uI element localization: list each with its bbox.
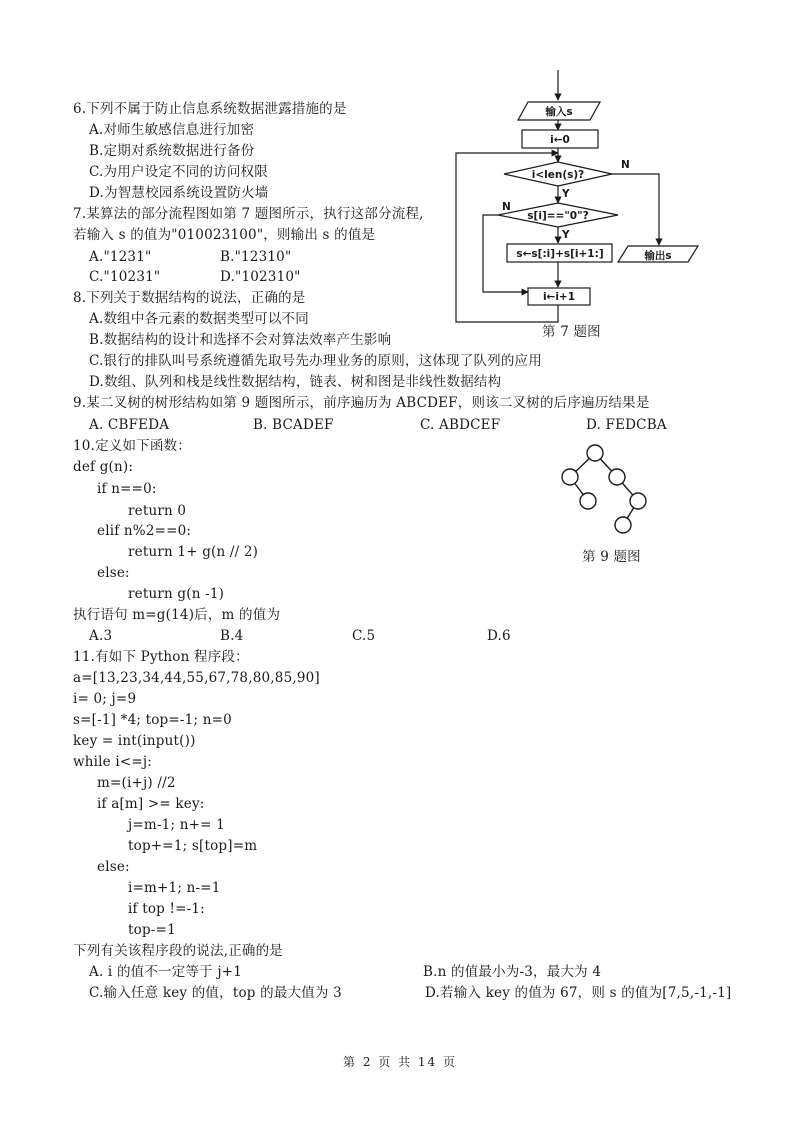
q10-stem: 10.定义如下函数： xyxy=(73,438,191,454)
q7-stem-line2: 若输入 s 的值为"010023100"，则输出 s 的值是 xyxy=(73,227,376,243)
q10-code-line: elif n%2==0: xyxy=(97,523,192,539)
q11-code-line: if a[m] >= key: xyxy=(97,796,205,812)
flow-output: 输出s xyxy=(644,250,672,262)
flow-label-y2: Y xyxy=(562,229,570,241)
q10-option-c: C.5 xyxy=(352,628,376,644)
q7-option-b: B."12310" xyxy=(220,249,292,265)
flow-process: s←s[:i]+s[i+1:] xyxy=(516,248,604,260)
q7-figure-caption: 第 7 题图 xyxy=(542,324,601,340)
q9-binary-tree xyxy=(550,440,670,550)
q10-code-line: else: xyxy=(97,565,130,581)
flow-input: 输入s xyxy=(545,106,573,118)
q9-stem: 9.某二叉树的树形结构如第 9 题图所示，前序遍历为 ABCDEF，则该二叉树的后序遍历结果是 xyxy=(73,395,650,411)
flow-increment: i←i+1 xyxy=(542,291,576,303)
q11-code-line: s=[-1] *4; top=-1; n=0 xyxy=(73,712,232,728)
q11-option-b: B.n 的值最小为-3，最大为 4 xyxy=(423,964,602,980)
q10-exec: 执行语句 m=g(14)后，m 的值为 xyxy=(73,607,281,623)
q11-question: 下列有关该程序段的说法,正确的是 xyxy=(73,943,283,959)
q6-option-a: A.对师生敏感信息进行加密 xyxy=(89,122,255,138)
q6-option-d: D.为智慧校园系统设置防火墙 xyxy=(89,185,269,201)
q7-option-a: A."1231" xyxy=(89,249,152,265)
q8-option-a: A.数组中各元素的数据类型可以不同 xyxy=(89,311,309,327)
q8-option-c: C.银行的排队叫号系统遵循先取号先办理业务的原则，这体现了队列的应用 xyxy=(89,353,542,369)
q9-option-c: C. ABDCEF xyxy=(420,417,501,433)
q7-flowchart xyxy=(440,70,740,360)
q7-option-d: D."102310" xyxy=(220,269,301,285)
q11-code-line: j=m-1; n+= 1 xyxy=(128,817,225,833)
q11-option-c: C.输入任意 key 的值，top 的最大值为 3 xyxy=(89,985,342,1001)
q6-stem: 6.下列不属于防止信息系统数据泄露措施的是 xyxy=(73,101,347,117)
q9-option-d: D. FEDCBA xyxy=(586,417,667,433)
q11-code-line: i=m+1; n-=1 xyxy=(128,880,221,896)
q11-code-line: else: xyxy=(97,859,130,875)
q11-code-line: key = int(input()) xyxy=(73,733,196,749)
q9-option-a: A. CBFEDA xyxy=(89,417,170,433)
q11-code-line: if top !=-1: xyxy=(128,901,205,917)
q7-stem-line1: 7.某算法的部分流程图如第 7 题图所示，执行这部分流程, xyxy=(73,206,424,222)
q10-code-line: return 0 xyxy=(128,503,187,519)
flow-label-y1: Y xyxy=(562,188,570,200)
q6-option-b: B.定期对系统数据进行备份 xyxy=(89,143,255,159)
q10-option-b: B.4 xyxy=(220,628,244,644)
q10-code-line: def g(n): xyxy=(73,459,134,475)
q10-option-a: A.3 xyxy=(89,628,113,644)
flow-label-n2: N xyxy=(502,201,511,213)
q11-stem: 11.有如下 Python 程序段： xyxy=(73,649,249,665)
q9-figure-caption: 第 9 题图 xyxy=(582,549,641,565)
q11-code-line: while i<=j: xyxy=(73,754,153,770)
q6-option-c: C.为用户设定不同的访问权限 xyxy=(89,164,268,180)
q11-option-d: D.若输入 key 的值为 67，则 s 的值为[7,5,-1,-1] xyxy=(425,985,732,1001)
q11-code-line: a=[13,23,34,44,55,67,78,80,85,90] xyxy=(73,670,320,686)
q10-code-line: return 1+ g(n // 2) xyxy=(128,544,259,560)
flow-cond2: s[i]=="0"? xyxy=(527,210,589,222)
q8-stem: 8.下列关于数据结构的说法，正确的是 xyxy=(73,290,306,306)
q10-code-line: return g(n -1) xyxy=(128,586,225,602)
q8-option-d: D.数组、队列和栈是线性数据结构，链表、树和图是非线性数据结构 xyxy=(89,374,502,390)
q9-option-b: B. BCADEF xyxy=(253,417,334,433)
flow-cond1: i<len(s)? xyxy=(531,169,585,181)
q11-code-line: m=(i+j) //2 xyxy=(97,775,176,791)
flow-label-n1: N xyxy=(621,159,630,171)
page-footer: 第 2 页 共 14 页 xyxy=(343,1055,457,1069)
q11-option-a: A. i 的值不一定等于 j+1 xyxy=(89,964,243,980)
q8-option-b: B.数据结构的设计和选择不会对算法效率产生影响 xyxy=(89,332,392,348)
q11-code-line: top-=1 xyxy=(128,922,176,938)
q11-code-line: top+=1; s[top]=m xyxy=(128,838,258,854)
q10-option-d: D.6 xyxy=(487,628,511,644)
q10-code-line: if n==0: xyxy=(97,481,157,497)
flow-init: i←0 xyxy=(550,134,570,146)
q7-option-c: C."10231" xyxy=(89,269,161,285)
q11-code-line: i= 0; j=9 xyxy=(73,691,137,707)
